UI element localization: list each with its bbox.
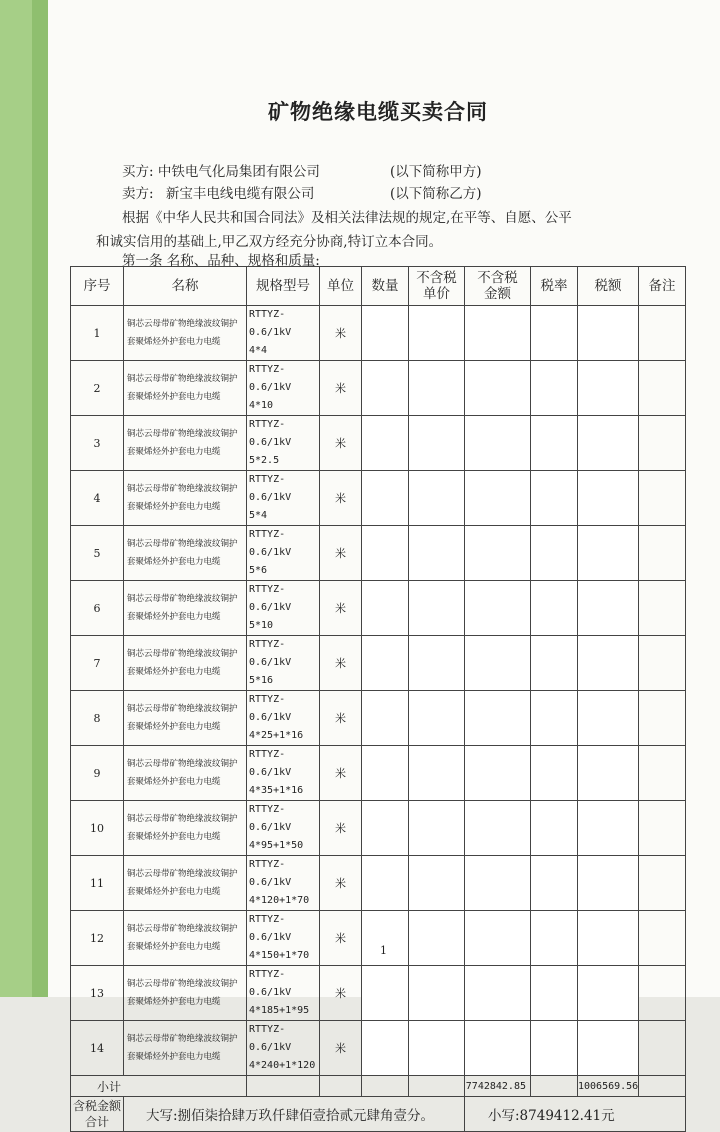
row-spec-line2: 5*2.5 — [249, 455, 280, 466]
row-spec-line2: 5*16 — [249, 675, 274, 686]
row-amount — [465, 966, 531, 1021]
row-tax — [578, 1021, 639, 1076]
row-spec — [247, 801, 320, 856]
row-seq — [71, 416, 124, 471]
row-price — [409, 966, 465, 1021]
row-tax — [578, 691, 639, 746]
row-unit-line1: 米 — [335, 712, 346, 725]
row-name-line1: 铜芯云母带矿物绝缘波纹铜护 — [127, 539, 238, 549]
row-amount — [465, 801, 531, 856]
row-spec-line2: 5*10 — [249, 620, 274, 631]
row-name — [124, 581, 247, 636]
row-name-line1: 铜芯云母带矿物绝缘波纹铜护 — [127, 484, 238, 494]
row-amount — [465, 526, 531, 581]
subtotal-tax: 1006569.56 — [578, 1076, 639, 1097]
row-note — [639, 526, 686, 581]
col-amount-line1: 不含税 — [477, 270, 518, 286]
row-rate — [531, 966, 578, 1021]
product-table — [70, 266, 686, 1132]
col-note: 备注 — [639, 267, 686, 306]
row-qty — [362, 361, 409, 416]
row-unit-line1: 米 — [335, 602, 346, 615]
row-name — [124, 416, 247, 471]
row-spec-line1: RTTYZ-0.6/1kV — [249, 584, 292, 613]
row-note — [639, 746, 686, 801]
row-qty — [362, 416, 409, 471]
row-tax — [578, 361, 639, 416]
total-capital: 大写:捌佰柒拾肆万玖仟肆佰壹拾贰元肆角壹分。 — [124, 1097, 465, 1132]
row-spec-line2: 5*6 — [249, 565, 268, 576]
row-seq — [71, 361, 124, 416]
row-name — [124, 361, 247, 416]
row-name-line1: 铜芯云母带矿物绝缘波纹铜护 — [127, 319, 238, 329]
row-note — [639, 636, 686, 691]
total-row — [71, 1097, 686, 1132]
col-rate: 税率 — [531, 267, 578, 306]
table-row — [71, 361, 686, 416]
row-seq-line1: 2 — [93, 381, 101, 395]
row-unit — [320, 801, 362, 856]
row-seq — [71, 966, 124, 1021]
col-spec: 规格型号 — [247, 267, 320, 306]
row-unit-line1: 米 — [335, 382, 346, 395]
row-qty — [362, 526, 409, 581]
row-name-line2: 套聚烯烃外护套电力电缆 — [127, 777, 221, 787]
row-note — [639, 416, 686, 471]
table-row — [71, 306, 686, 361]
row-note — [639, 581, 686, 636]
binder-strip — [0, 0, 48, 997]
row-seq-line1: 5 — [93, 546, 101, 560]
row-rate — [531, 416, 578, 471]
row-amount — [465, 691, 531, 746]
row-tax — [578, 966, 639, 1021]
row-name-line2: 套聚烯烃外护套电力电缆 — [127, 557, 221, 567]
row-spec — [247, 746, 320, 801]
col-tax: 税额 — [578, 267, 639, 306]
row-name — [124, 526, 247, 581]
row-qty — [362, 911, 409, 966]
row-tax — [578, 911, 639, 966]
row-spec-line1: RTTYZ-0.6/1kV — [249, 309, 292, 338]
row-amount — [465, 746, 531, 801]
row-seq-line1: 4 — [93, 491, 101, 505]
row-seq — [71, 1021, 124, 1076]
row-seq-line1: 3 — [93, 436, 101, 450]
row-unit-line1: 米 — [335, 932, 346, 945]
row-qty — [362, 966, 409, 1021]
row-name-line2: 套聚烯烃外护套电力电缆 — [127, 667, 221, 677]
subtotal-row — [71, 1076, 686, 1097]
row-seq — [71, 581, 124, 636]
row-tax — [578, 801, 639, 856]
row-price — [409, 581, 465, 636]
table-row — [71, 911, 686, 966]
row-name — [124, 691, 247, 746]
row-tax — [578, 581, 639, 636]
buyer-name: 中铁电气化局集团有限公司 — [157, 164, 320, 180]
row-spec — [247, 581, 320, 636]
row-price — [409, 361, 465, 416]
row-amount — [465, 636, 531, 691]
row-price — [409, 636, 465, 691]
seller-name: 新宝丰电线电缆有限公司 — [165, 186, 315, 202]
row-spec-line2: 5*4 — [249, 510, 268, 521]
row-name-line2: 套聚烯烃外护套电力电缆 — [127, 392, 221, 402]
row-unit-line1: 米 — [335, 327, 346, 340]
row-price — [409, 416, 465, 471]
row-unit — [320, 856, 362, 911]
row-seq — [71, 746, 124, 801]
row-note — [639, 966, 686, 1021]
row-amount — [465, 581, 531, 636]
row-spec-line1: RTTYZ-0.6/1kV — [249, 364, 292, 393]
row-amount — [465, 306, 531, 361]
row-name-line2: 套聚烯烃外护套电力电缆 — [127, 832, 221, 842]
row-qty — [362, 856, 409, 911]
buyer-alias: (以下简称甲方) — [390, 164, 482, 180]
row-rate — [531, 306, 578, 361]
page-number: 1 — [380, 944, 387, 957]
row-rate — [531, 526, 578, 581]
contract-title: 矿物绝缘电缆买卖合同 — [268, 99, 488, 124]
row-spec-line2: 4*10 — [249, 400, 274, 411]
row-seq — [71, 526, 124, 581]
row-tax — [578, 526, 639, 581]
row-name-line1: 铜芯云母带矿物绝缘波纹铜护 — [127, 374, 238, 384]
row-amount — [465, 911, 531, 966]
row-seq — [71, 801, 124, 856]
table-row — [71, 1021, 686, 1076]
row-rate — [531, 801, 578, 856]
row-spec-line1: RTTYZ-0.6/1kV — [249, 859, 292, 888]
row-tax — [578, 471, 639, 526]
row-name-line1: 铜芯云母带矿物绝缘波纹铜护 — [127, 814, 238, 824]
row-unit — [320, 361, 362, 416]
row-note — [639, 911, 686, 966]
row-price — [409, 306, 465, 361]
row-seq-line1: 11 — [90, 876, 104, 890]
row-unit-line1: 米 — [335, 1042, 346, 1055]
row-price — [409, 1021, 465, 1076]
row-unit-line1: 米 — [335, 877, 346, 890]
total-label-line1: 含税金额 — [72, 1099, 121, 1113]
row-name-line2: 套聚烯烃外护套电力电缆 — [127, 337, 221, 347]
row-unit — [320, 416, 362, 471]
intro-line-1: 根据《中华人民共和国合同法》及相关法律法规的规定,在平等、自愿、公平 — [122, 210, 572, 226]
row-name — [124, 911, 247, 966]
row-rate — [531, 361, 578, 416]
row-spec-line1: RTTYZ-0.6/1kV — [249, 639, 292, 668]
total-label-line2: 合计 — [84, 1115, 109, 1129]
row-name — [124, 1021, 247, 1076]
table-row — [71, 801, 686, 856]
row-name-line2: 套聚烯烃外护套电力电缆 — [127, 447, 221, 457]
table-body — [71, 306, 686, 1076]
row-spec-line1: RTTYZ-0.6/1kV — [249, 914, 292, 943]
row-price — [409, 746, 465, 801]
total-label — [71, 1097, 124, 1132]
row-spec-line2: 4*4 — [249, 345, 268, 356]
row-name — [124, 801, 247, 856]
row-amount — [465, 361, 531, 416]
row-name-line2: 套聚烯烃外护套电力电缆 — [127, 942, 221, 952]
row-qty — [362, 636, 409, 691]
row-spec — [247, 471, 320, 526]
row-unit — [320, 581, 362, 636]
row-name — [124, 966, 247, 1021]
row-rate — [531, 581, 578, 636]
col-price-line2: 单价 — [423, 286, 450, 302]
row-unit — [320, 1021, 362, 1076]
row-name — [124, 856, 247, 911]
row-seq — [71, 691, 124, 746]
buyer-label: 买方: — [122, 164, 154, 180]
row-name-line2: 套聚烯烃外护套电力电缆 — [127, 1052, 221, 1062]
subtotal-cell — [639, 1076, 686, 1097]
row-unit-line1: 米 — [335, 547, 346, 560]
subtotal-cell — [409, 1076, 465, 1097]
row-unit-line1: 米 — [335, 987, 346, 1000]
col-price-line1: 不含税 — [416, 270, 457, 286]
row-unit — [320, 526, 362, 581]
row-rate — [531, 471, 578, 526]
table-row — [71, 416, 686, 471]
total-figure: 小写:8749412.41元 — [465, 1097, 686, 1132]
row-price — [409, 691, 465, 746]
row-name-line2: 套聚烯烃外护套电力电缆 — [127, 502, 221, 512]
row-name-line1: 铜芯云母带矿物绝缘波纹铜护 — [127, 759, 238, 769]
row-unit — [320, 966, 362, 1021]
row-name-line1: 铜芯云母带矿物绝缘波纹铜护 — [127, 704, 238, 714]
row-spec-line1: RTTYZ-0.6/1kV — [249, 419, 292, 448]
col-unit: 单位 — [320, 267, 362, 306]
row-spec-line1: RTTYZ-0.6/1kV — [249, 694, 292, 723]
row-price — [409, 856, 465, 911]
row-seq-line1: 14 — [90, 1041, 104, 1055]
row-spec — [247, 361, 320, 416]
row-qty — [362, 691, 409, 746]
col-amount — [465, 267, 531, 306]
row-tax — [578, 306, 639, 361]
row-qty — [362, 471, 409, 526]
row-unit — [320, 306, 362, 361]
row-unit-line1: 米 — [335, 767, 346, 780]
row-name-line1: 铜芯云母带矿物绝缘波纹铜护 — [127, 1034, 238, 1044]
seller-alias: (以下简称乙方) — [390, 186, 482, 202]
row-spec-line2: 4*185+1*95 — [249, 1005, 310, 1016]
row-name-line1: 铜芯云母带矿物绝缘波纹铜护 — [127, 594, 238, 604]
row-tax — [578, 416, 639, 471]
row-amount — [465, 856, 531, 911]
row-rate — [531, 911, 578, 966]
row-qty — [362, 306, 409, 361]
table-row — [71, 966, 686, 1021]
subtotal-amount: 7742842.85 — [465, 1076, 531, 1097]
row-name — [124, 746, 247, 801]
row-spec-line2: 4*25+1*16 — [249, 730, 304, 741]
row-seq-line1: 8 — [93, 711, 101, 725]
row-unit-line1: 米 — [335, 492, 346, 505]
row-note — [639, 691, 686, 746]
row-name — [124, 636, 247, 691]
row-spec — [247, 1021, 320, 1076]
row-note — [639, 1021, 686, 1076]
seller-label: 卖方: — [122, 186, 154, 202]
table-row — [71, 471, 686, 526]
row-spec-line2: 4*35+1*16 — [249, 785, 304, 796]
row-seq-line1: 7 — [93, 656, 101, 670]
subtotal-cell — [531, 1076, 578, 1097]
row-name-line2: 套聚烯烃外护套电力电缆 — [127, 722, 221, 732]
row-amount — [465, 471, 531, 526]
row-name-line1: 铜芯云母带矿物绝缘波纹铜护 — [127, 924, 238, 934]
row-spec-line1: RTTYZ-0.6/1kV — [249, 969, 292, 998]
row-unit-line1: 米 — [335, 437, 346, 450]
row-seq-line1: 10 — [90, 821, 104, 835]
row-spec — [247, 911, 320, 966]
row-price — [409, 471, 465, 526]
row-spec — [247, 856, 320, 911]
row-seq — [71, 856, 124, 911]
row-name-line1: 铜芯云母带矿物绝缘波纹铜护 — [127, 429, 238, 439]
row-spec-line1: RTTYZ-0.6/1kV — [249, 804, 292, 833]
intro-line-2: 和诚实信用的基础上,甲乙双方经充分协商,特订立本合同。 — [96, 234, 443, 250]
row-name-line2: 套聚烯烃外护套电力电缆 — [127, 612, 221, 622]
table-row — [71, 636, 686, 691]
col-price — [409, 267, 465, 306]
table-row — [71, 691, 686, 746]
row-price — [409, 911, 465, 966]
row-note — [639, 361, 686, 416]
row-tax — [578, 636, 639, 691]
row-seq-line1: 13 — [90, 986, 104, 1000]
table-row — [71, 526, 686, 581]
row-unit — [320, 471, 362, 526]
row-name — [124, 471, 247, 526]
row-seq-line1: 12 — [90, 931, 104, 945]
row-spec — [247, 636, 320, 691]
row-spec-line1: RTTYZ-0.6/1kV — [249, 474, 292, 503]
row-rate — [531, 636, 578, 691]
row-seq — [71, 471, 124, 526]
row-seq — [71, 306, 124, 361]
col-name: 名称 — [124, 267, 247, 306]
row-spec — [247, 526, 320, 581]
row-unit — [320, 911, 362, 966]
subtotal-cell — [362, 1076, 409, 1097]
subtotal-cell — [247, 1076, 320, 1097]
subtotal-cell — [320, 1076, 362, 1097]
row-spec — [247, 416, 320, 471]
row-spec-line2: 4*150+1*70 — [249, 950, 310, 961]
row-name-line1: 铜芯云母带矿物绝缘波纹铜护 — [127, 649, 238, 659]
row-note — [639, 306, 686, 361]
row-spec-line1: RTTYZ-0.6/1kV — [249, 1024, 292, 1053]
subtotal-label: 小计 — [71, 1076, 247, 1097]
row-spec-line2: 4*240+1*120 — [249, 1060, 316, 1071]
table-row — [71, 856, 686, 911]
row-tax — [578, 746, 639, 801]
row-qty — [362, 1021, 409, 1076]
row-name-line2: 套聚烯烃外护套电力电缆 — [127, 997, 221, 1007]
row-spec-line2: 4*120+1*70 — [249, 895, 310, 906]
row-amount — [465, 416, 531, 471]
row-unit — [320, 691, 362, 746]
row-rate — [531, 856, 578, 911]
row-unit — [320, 746, 362, 801]
row-seq — [71, 636, 124, 691]
col-qty: 数量 — [362, 267, 409, 306]
row-note — [639, 856, 686, 911]
row-amount — [465, 1021, 531, 1076]
row-price — [409, 801, 465, 856]
row-tax — [578, 856, 639, 911]
row-spec — [247, 966, 320, 1021]
row-spec-line1: RTTYZ-0.6/1kV — [249, 529, 292, 558]
binder-stripe — [32, 0, 48, 997]
buyer-line — [122, 160, 320, 180]
row-spec-line1: RTTYZ-0.6/1kV — [249, 749, 292, 778]
col-amount-line2: 金额 — [484, 286, 511, 302]
table-header-row — [71, 267, 686, 306]
row-unit — [320, 636, 362, 691]
row-rate — [531, 1021, 578, 1076]
row-note — [639, 471, 686, 526]
table-row — [71, 581, 686, 636]
row-spec — [247, 306, 320, 361]
article-1-heading: 第一条 名称、品种、规格和质量: — [122, 253, 320, 269]
row-rate — [531, 691, 578, 746]
row-unit-line1: 米 — [335, 822, 346, 835]
row-name-line2: 套聚烯烃外护套电力电缆 — [127, 887, 221, 897]
red-stamp-edge — [698, 300, 712, 440]
row-rate — [531, 746, 578, 801]
row-qty — [362, 801, 409, 856]
row-note — [639, 801, 686, 856]
seller-line — [122, 182, 314, 202]
row-seq-line1: 6 — [93, 601, 101, 615]
row-name — [124, 306, 247, 361]
row-qty — [362, 581, 409, 636]
row-spec-line2: 4*95+1*50 — [249, 840, 304, 851]
col-seq: 序号 — [71, 267, 124, 306]
row-unit-line1: 米 — [335, 657, 346, 670]
row-spec — [247, 691, 320, 746]
row-price — [409, 526, 465, 581]
row-seq — [71, 911, 124, 966]
row-seq-line1: 9 — [93, 766, 101, 780]
row-name-line1: 铜芯云母带矿物绝缘波纹铜护 — [127, 979, 238, 989]
row-qty — [362, 746, 409, 801]
row-name-line1: 铜芯云母带矿物绝缘波纹铜护 — [127, 869, 238, 879]
table-row — [71, 746, 686, 801]
row-seq-line1: 1 — [93, 326, 101, 340]
